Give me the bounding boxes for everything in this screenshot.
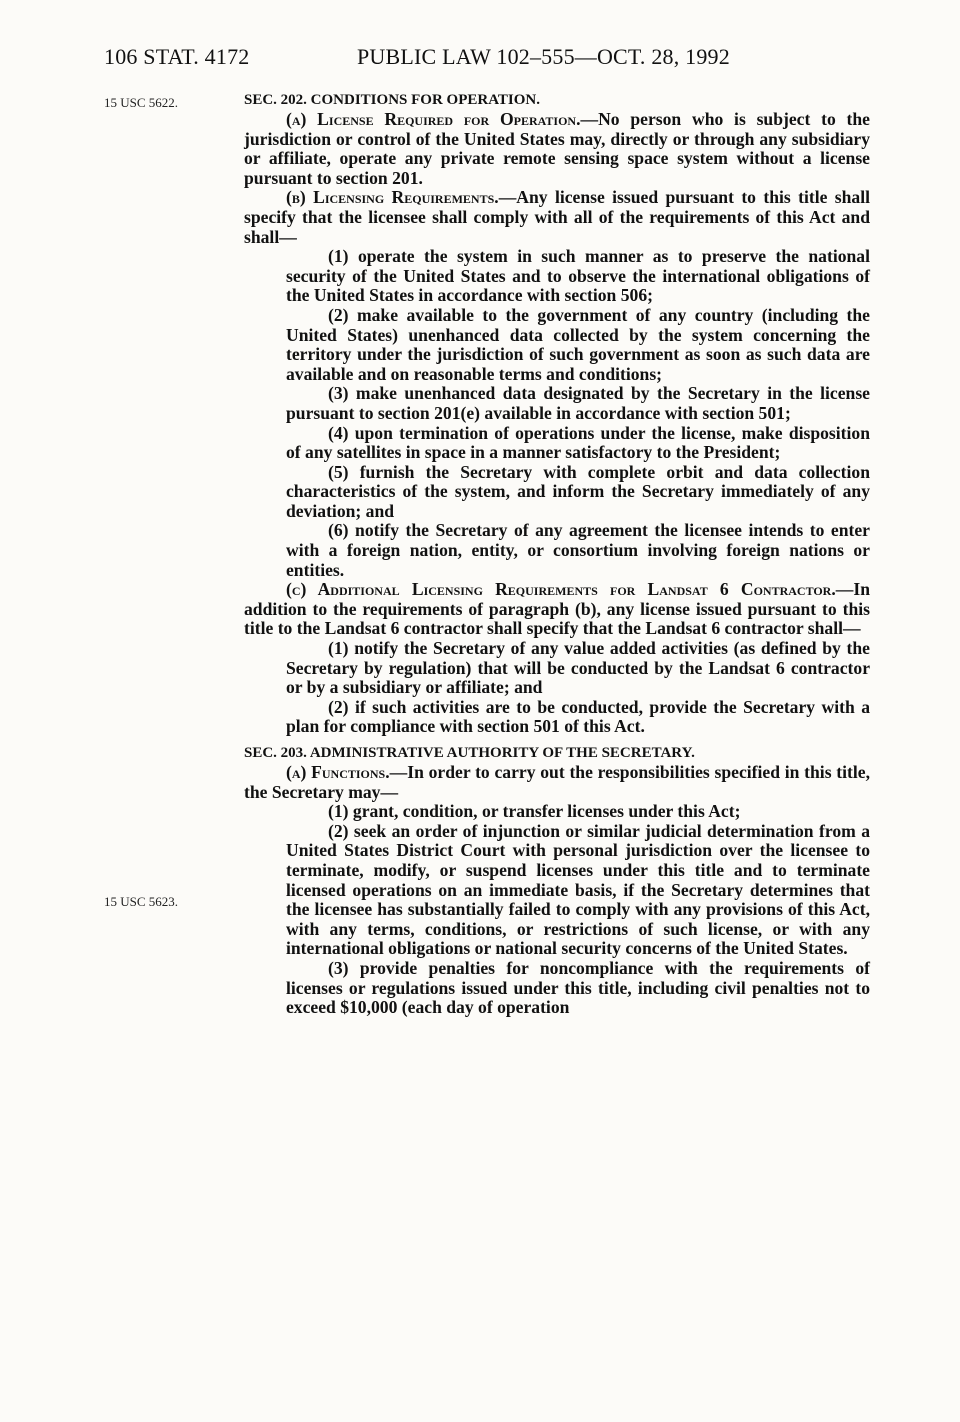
- subsection-b-item-3: (3) make unenhanced data designated by the Secretary in the license pursuant to section 201(e) available in accordance with section 501;: [286, 383, 870, 423]
- subsection-c-label: (c) Additional Licensing Requirements for Landsat 6 Contractor.: [286, 579, 836, 600]
- section-202-heading: SEC. 202. CONDITIONS FOR OPERATION.: [244, 92, 541, 108]
- subsection-c-item-2: (2) if such activities are to be conducted, provide the Secretary with a plan for compliance with section 501 of this Act.: [286, 696, 870, 737]
- page-header: [104, 44, 864, 76]
- section-203-subsection-a: [244, 763, 870, 802]
- subsection-c-item-1: (1) notify the Secretary of any value added activities (as defined by the Secretary by regulation) that will be conducted by the Landsat 6 contractor or by a subsidiary or affiliate; and: [286, 638, 870, 698]
- subsection-a-text: —No person who is subject to the jurisdiction or control of the United States may, directly or through any subsidiary or affiliate, operate any private remote sensing space system without a license pursuant to section 201.: [244, 109, 870, 188]
- subsection-c-text: —In addition to the requirements of paragraph (b), any license issued pursuant to this title to the Landsat 6 contractor shall specify that the Landsat 6 contractor shall—: [244, 579, 870, 639]
- subsection-a-label: (a) License Required for Operation.: [286, 109, 581, 129]
- subsection-b-item-4: (4) upon termination of operations under the license, make disposition of any satellites in space in a manner satisfactory to the President;: [286, 422, 870, 463]
- subsection-b-item-1: (1) operate the system in such manner as to preserve the national security of the United States and to observe the international obligations of the United States in accordance with section 506;: [286, 246, 870, 306]
- section-202-subsection-a: [244, 110, 870, 188]
- section-203-heading: SEC. 203. ADMINISTRATIVE AUTHORITY OF THE SECRETARY.: [244, 745, 695, 761]
- functions-item-3: (3) provide penalties for noncompliance with the requirements of licenses or regulations issued under this title, including civil penalties not to exceed $10,000 (each day of operation: [286, 957, 870, 1018]
- public-law-reference: PUBLIC LAW 102–555—OCT. 28, 1992: [357, 44, 730, 69]
- subsection-b-item-2: (2) make available to the government of any country (including the United States) unenhanced data collected by the system concerning the territory under the jurisdiction of such government as soon as such data are available and on reasonable terms and conditions;: [286, 304, 870, 384]
- subsection-b-label: (b) Licensing Requirements.: [286, 187, 499, 208]
- subsection-b-item-6: (6) notify the Secretary of any agreement the licensee intends to enter with a foreign nation, entity, or consortium involving foreign nations or entities.: [286, 520, 870, 580]
- margin-note-usc-5623: 15 USC 5623.: [104, 894, 179, 909]
- functions-label: (a) Functions.: [286, 762, 390, 782]
- subsection-b-item-5: (5) furnish the Secretary with complete orbit and data collection characteristics of the system, and inform the Secretary immediately of any deviation; and: [286, 461, 870, 521]
- section-202-subsection-b: [244, 188, 870, 247]
- statute-body: [244, 90, 870, 1018]
- page-reference: 106 STAT. 4172: [104, 44, 250, 69]
- subsection-b-text: —Any license issued pursuant to this title shall specify that the licensee shall comply with all of the requirements of this Act and shall—: [244, 187, 870, 247]
- section-202-subsection-c: [244, 580, 870, 639]
- functions-item-2: (2) seek an order of injunction or similar judicial determination from a United States District Court with personal jurisdiction over the licensee to terminate, modify, or suspend licenses under this title and to terminate licensed operations on an immediate basis, if the Secretary determines that the licensee has substantially failed to comply with any provisions of this Act, with any terms, conditions, or restrictions of such license, or with any international obligations or national security concerns of the United States.: [286, 820, 870, 959]
- functions-item-1: (1) grant, condition, or transfer licenses under this Act;: [328, 801, 741, 822]
- functions-text: —In order to carry out the responsibilities specified in this title, the Secretary may—: [244, 762, 870, 802]
- margin-note-usc-5622: 15 USC 5622.: [104, 95, 179, 110]
